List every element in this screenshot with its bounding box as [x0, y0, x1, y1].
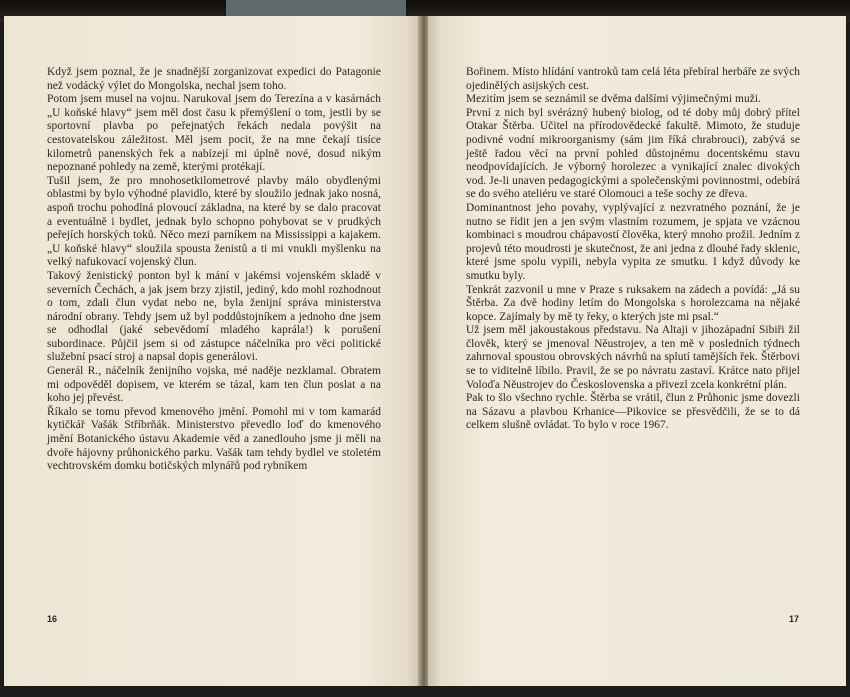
paragraph: První z nich byl svérázný hubený biolog, od té doby můj dobrý přítel Otakar Štěrba. Učitel na přírodovědecké fakultě. Mimoto, že studuje podivné vodní mikroorganismy (sám jim říká chrabrouci), zabývá se ještě řadou věcí na první pohled důstojnému docentskému stavu neodpovídajících. Je výborný horolezec a vynikající znalec divokých vod. Je-li unaven pedagogickými a společenskými povinnostmi, odebírá se do svého ateliéru ve staré Olomouci a teše sochy ze dřeva.	[466, 106, 800, 201]
paragraph: Když jsem poznal, že je snadnější zorganizovat expedici do Patagonie než vodácký výlet do Mongolska, nechal jsem toho.	[47, 66, 381, 92]
paragraph: Tenkrát zazvonil u mne v Praze s ruksakem na zádech a povídá: „Já su Štěrba. Za dvě hodiny letím do Mongolska s horolezcama na nějaké kopce. Zajímaly by mě ty řeky, o kterých jste mi psal.“	[466, 283, 800, 323]
paragraph: Tušil jsem, že pro mnohosetkilometrové plavby málo obydlenými oblastmi by bylo výhodné plavidlo, které by sloužilo jednak jako nosná, aspoň trochu pohodlná plovoucí základna, na které by se dalo pracovat a eventuálně i bydlet, jednak bylo schopno pohybovat se v prudkých peřejích horských toků. Něco mezi parníkem na Mississippi a kajakem. „U koňské hlavy“ sloužila spousta ženistů a ti mi vnukli myšlenku na velký nafukovací vojenský člun.	[47, 174, 381, 269]
paragraph: Generál R., náčelník ženijního vojska, mé naděje nezklamal. Obratem mi odpověděl dopisem, ve kterém se tázal, kam ten člun poslat a na koho jej převést.	[47, 365, 381, 405]
right-page	[428, 16, 846, 686]
paragraph: Pak to šlo všechno rychle. Štěrba se vrátil, člun z Průhonic jsme dovezli na Sázavu a plavbou Krhanice—Pikovice se přesvědčili, že se to dá celkem slušně ovládat. To bylo v roce 1967.	[466, 392, 800, 432]
left-page-text	[47, 66, 381, 474]
paragraph: Říkalo se tomu převod kmenového jmění. Pomohl mi v tom kamarád kytičkář Vašák Stříbrňák. Ministerstvo převedlo loď do kmenového jmění Botanického ústavu Akademie věd a zanedlouho jsme ji měli na dvoře hájovny průhonického parku. Vašák tam tehdy bydlel ve stoletém vechtrovském domku botičských mlynářů pod rybníkem	[47, 405, 381, 473]
paragraph: Dominantnost jeho povahy, vyplývající z nezvratného poznání, že je nutno se řídit jen a jen svým vlastním rozumem, je spjata ve vzácnou kombinaci s moudrou chápavostí člověka, který mnoho prožil. Jedním z projevů této moudrosti je skutečnost, že ani jedna z dlouhé řady sklenic, které jsme spolu vypili, nebyla vypita ze smutku. I když důvody ke smutku byly.	[466, 201, 800, 282]
paragraph: Takový ženistický ponton byl k mání v jakémsi vojenském skladě v severních Čechách, a jak jsem brzy zjistil, jediný, kdo mohl rozhodnout o tom, zdali člun vydat nebo ne, byla ženijní správa ministerstva národní obrany. Tehdy jsem už byl poddůstojníkem a jednoho dne jsem se odhodlal (jaké sebevědomí mladého kaprála!) k porušení subordinace. Půjčil jsem si od zástupce náčelníka pro věci politické služební psací stroj a napsal dopis generálovi.	[47, 269, 381, 364]
left-page	[4, 16, 420, 686]
paragraph: Už jsem měl jakoustakous představu. Na Altaji v jihozápadní Sibiři žil člověk, který se jmenoval Něustrojev, a ten mě v posledních týdnech zahrnoval spoustou obrovských návrhů na splutí tamějších řek. Štěrbovi se to viditelně líbilo. Pravil, že se po návratu zastaví. Krátce nato přijel Voloďa Něustrojev do Československa a přivezl zcela konkrétní plán.	[466, 324, 800, 391]
right-page-text	[466, 66, 800, 433]
paragraph: Potom jsem musel na vojnu. Narukoval jsem do Terezína a v kasárnách „U koňské hlavy“ jsem měl dost času k přemýšlení o tom, jestli by se sportovní plavba po peřejnatých řekách nedala povýšit na cestovatelskou záležitost. Měl jsem pocit, že na mne čekají tisíce kilometrů panenských řek a nabízejí mi úplně nové, dosud nikým nepoznané pohledy na země, kterými protékají.	[47, 93, 381, 174]
page-number-left: 16	[47, 614, 58, 624]
page-number-right: 17	[789, 614, 800, 624]
paragraph: Mezitím jsem se seznámil se dvěma dalšími výjimečnými muži.	[466, 93, 761, 106]
paragraph: Bořinem. Místo hlídání vantroků tam celá léta přebíral herbáře ze svých ojedinělých asijských cest.	[466, 66, 800, 92]
